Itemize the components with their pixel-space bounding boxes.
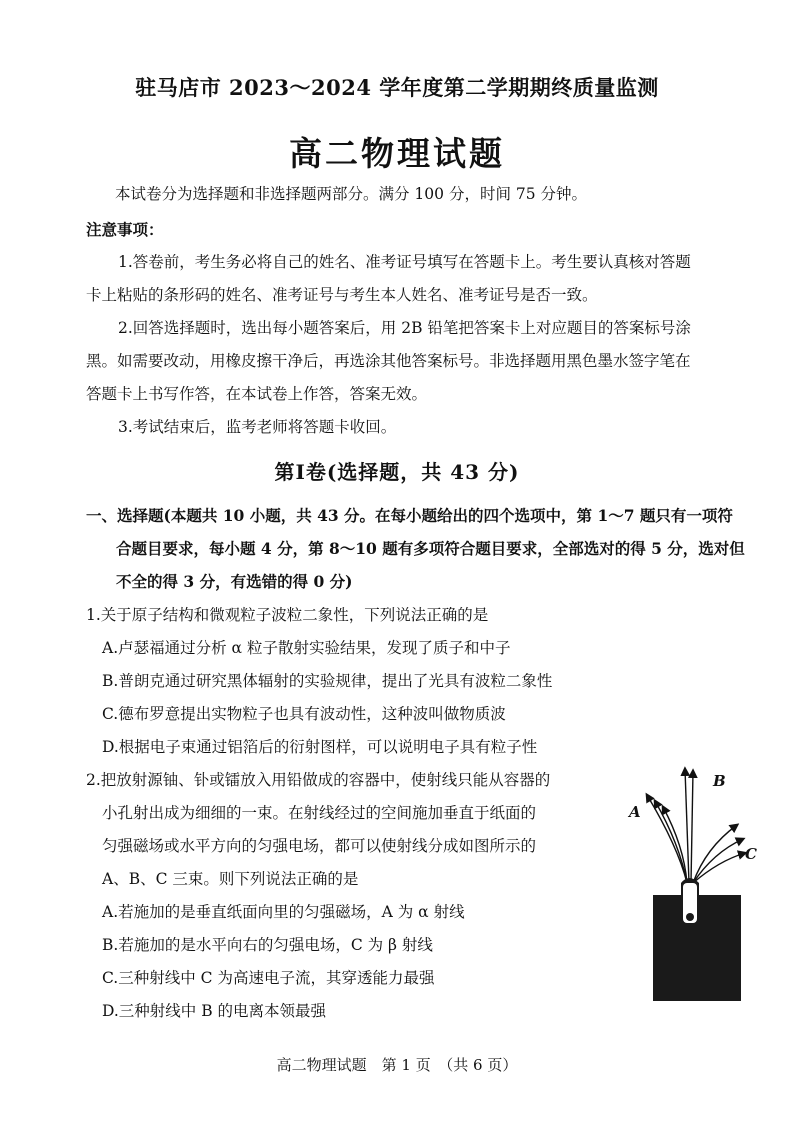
- question-2-option-c: C.三种射线中 C 为高速电子流，其穿透能力最强: [102, 969, 435, 987]
- label-c: C: [745, 845, 757, 863]
- question-1-option-d: D.根据电子束通过铝箔后的衍射图样，可以说明电子具有粒子性: [102, 738, 538, 756]
- notes-line: 黑。如需要改动，用橡皮擦干净后，再选涂其他答案标号。非选择题用黑色墨水签字笔在: [86, 352, 691, 370]
- question-2-stem: 2.把放射源铀、钋或镭放入用铅做成的容器中，使射线只能从容器的: [86, 771, 551, 789]
- notes-line: 答题卡上书写作答，在本试卷上作答，答案无效。: [86, 385, 428, 403]
- beam-c-path: [693, 853, 745, 883]
- question-2-stem: 小孔射出成为细细的一束。在射线经过的空间施加垂直于纸面的: [102, 804, 537, 822]
- question-2-option-a: A.若施加的是垂直纸面向里的匀强磁场，A 为 α 射线: [102, 903, 465, 921]
- radioactive-source: [686, 913, 694, 921]
- question-1-option-a: A.卢瑟福通过分析 α 粒子散射实验结果，发现了质子和中子: [102, 639, 511, 657]
- label-b: B: [713, 772, 726, 790]
- page-title: 高二物理试题: [289, 134, 505, 173]
- section-instructions: 合题目要求，每小题 4 分，第 8～10 题有多项符合题目要求，全部选对的得 5 分，选对但: [116, 539, 745, 558]
- beam-a-path: [647, 795, 687, 883]
- beam-a-path: [655, 801, 687, 883]
- notes-line: 3.考试结束后，监考老师将答题卡收回。: [118, 418, 397, 436]
- label-a: A: [629, 803, 641, 821]
- exam-header: 驻马店市 2023～2024 学年度第二学期期终质量监测: [135, 75, 659, 100]
- notes-line: 卡上粘贴的条形码的姓名、准考证号与考生本人姓名、准考证号是否一致。: [86, 286, 598, 304]
- notes-heading: 注意事项：: [86, 220, 164, 239]
- question-1-option-c: C.德布罗意提出实物粒子也具有波动性，这种波叫做物质波: [102, 705, 506, 723]
- beam-b-path: [685, 769, 689, 883]
- question-2-option-b: B.若施加的是水平向右的匀强电场，C 为 β 射线: [102, 936, 433, 954]
- notes-line: 1.答卷前，考生务必将自己的姓名、准考证号填写在答题卡上。考生要认真核对答题: [118, 253, 691, 271]
- question-2-stem: 匀强磁场或水平方向的匀强电场，都可以使射线分成如图所示的: [102, 837, 537, 855]
- beam-b-path: [691, 771, 693, 883]
- notes-line: 2.回答选择题时，选出每小题答案后，用 2B 铅笔把答案卡上对应题目的答案标号涂: [118, 319, 691, 337]
- section-instructions: 不全的得 3 分，有选错的得 0 分): [116, 572, 353, 591]
- radiation-diagram: [625, 765, 775, 1005]
- page-footer: 高二物理试题 第 1 页 （共 6 页）: [276, 1056, 518, 1074]
- radiation-beam-figure: [625, 765, 775, 1005]
- question-2-stem: A、B、C 三束。则下列说法正确的是: [102, 870, 359, 888]
- intro-text: 本试卷分为选择题和非选择题两部分。满分 100 分，时间 75 分钟。: [115, 185, 588, 203]
- question-2-option-d: D.三种射线中 B 的电离本领最强: [102, 1002, 327, 1020]
- section-instructions: 一、选择题(本题共 10 小题，共 43 分。在每小题给出的四个选项中，第 1～7 题只有一项符: [86, 506, 733, 525]
- question-1-option-b: B.普朗克通过研究黑体辐射的实验规律，提出了光具有波粒二象性: [102, 672, 553, 690]
- question-1-stem: 1.关于原子结构和微观粒子波粒二象性，下列说法正确的是: [86, 606, 489, 624]
- section-title: 第Ⅰ卷(选择题，共 43 分): [274, 460, 520, 484]
